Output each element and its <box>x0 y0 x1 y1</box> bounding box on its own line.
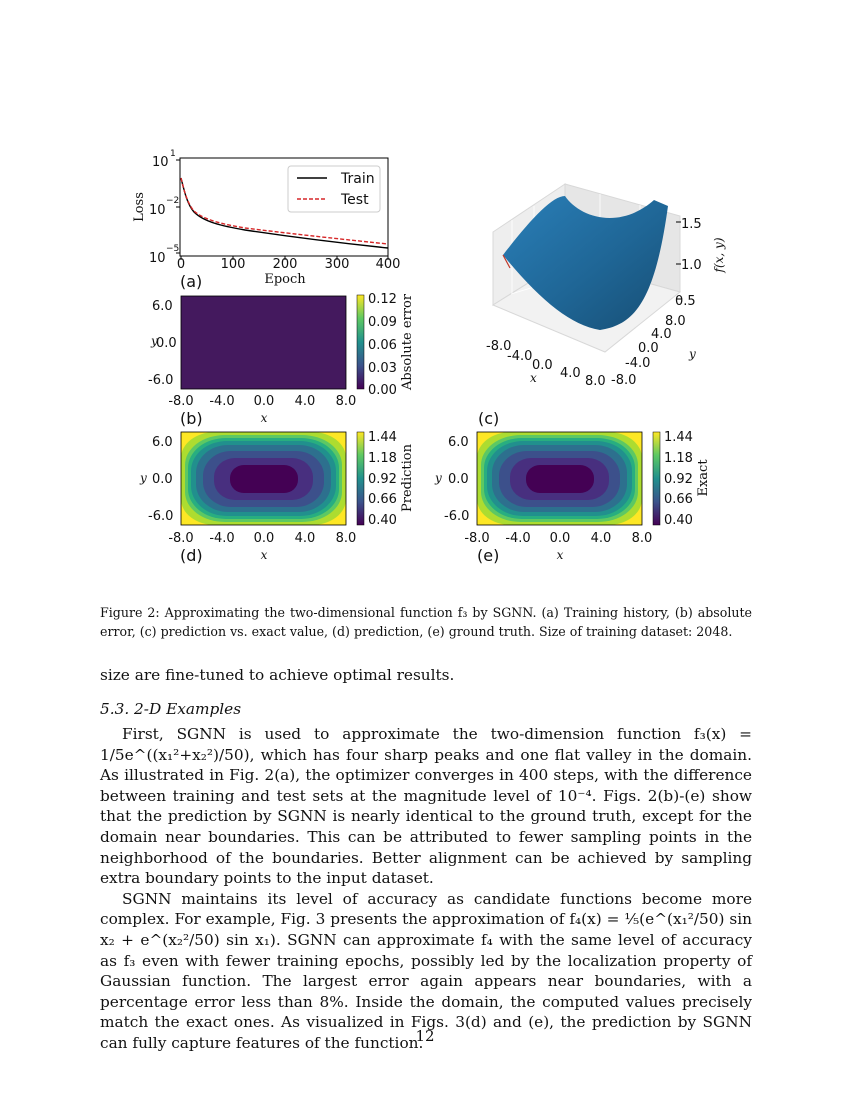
svg-text:0.0: 0.0 <box>253 394 275 409</box>
svg-text:-8.0: -8.0 <box>611 373 637 388</box>
svg-text:10: 10 <box>152 155 169 170</box>
svg-text:0.0: 0.0 <box>638 341 659 356</box>
svg-text:4.0: 4.0 <box>590 531 612 546</box>
prediction-xlabel: x <box>260 548 268 562</box>
exact-colorbar-label: Exact <box>696 459 711 497</box>
loss-legend <box>288 166 380 212</box>
prediction-colorbar <box>357 432 364 525</box>
error-colorbar-label: Absolute error <box>400 294 415 390</box>
svg-text:Test: Test <box>341 192 369 208</box>
exact-yticks <box>444 435 469 524</box>
svg-text:4.0: 4.0 <box>560 366 581 381</box>
prediction-map <box>139 430 415 565</box>
svg-text:10: 10 <box>149 203 166 218</box>
svg-text:8.0: 8.0 <box>335 531 357 546</box>
prediction-colorbar-ticks <box>368 430 397 528</box>
svg-text:0.00: 0.00 <box>368 383 397 398</box>
svg-text:6.0: 6.0 <box>152 299 173 314</box>
svg-text:8.0: 8.0 <box>585 374 606 389</box>
exact-xticks <box>464 531 652 546</box>
svg-text:−2: −2 <box>166 196 180 206</box>
svg-text:0.66: 0.66 <box>664 492 693 507</box>
svg-text:100: 100 <box>220 257 246 272</box>
svg-text:1.18: 1.18 <box>664 451 693 466</box>
svg-text:0.09: 0.09 <box>368 315 397 330</box>
svg-text:10: 10 <box>149 251 166 266</box>
svg-text:4.0: 4.0 <box>651 327 672 342</box>
exact-ylabel: y <box>435 471 442 485</box>
svg-text:-8.0: -8.0 <box>486 339 512 354</box>
svg-text:-8.0: -8.0 <box>168 394 194 409</box>
loss-ytick-3 <box>149 244 180 266</box>
loss-ylabel: Loss <box>132 192 147 222</box>
surface-xlabel: x <box>530 371 537 385</box>
error-xticks <box>168 394 356 409</box>
panel-label-e: (e) <box>477 546 500 565</box>
svg-text:0.92: 0.92 <box>664 472 693 487</box>
svg-text:300: 300 <box>324 257 350 272</box>
svg-text:0.0: 0.0 <box>156 336 177 351</box>
loss-ytick-1 <box>152 149 180 170</box>
surface-ylabel: y <box>689 347 696 361</box>
svg-text:400: 400 <box>375 257 401 272</box>
svg-text:6.0: 6.0 <box>152 435 173 450</box>
svg-text:8.0: 8.0 <box>631 531 653 546</box>
surface-xticks <box>486 339 606 389</box>
svg-text:8.0: 8.0 <box>665 314 686 329</box>
svg-text:0.5: 0.5 <box>675 294 696 309</box>
svg-text:6.0: 6.0 <box>448 435 469 450</box>
svg-text:0.06: 0.06 <box>368 338 397 353</box>
prediction-colorbar-label: Prediction <box>400 444 415 512</box>
prediction-ylabel: y <box>140 471 147 485</box>
body-text <box>100 724 752 1054</box>
figure-caption: Figure 2: Approximating the two-dimensional function f₃ by SGNN. (a) Training history, (b) absolute error, (c) prediction vs. exact value, (d) prediction, (e) ground truth. Size of training dataset: 2048. <box>100 605 752 639</box>
svg-text:-6.0: -6.0 <box>148 509 174 524</box>
svg-text:0: 0 <box>176 257 186 272</box>
error-map-field <box>181 296 346 389</box>
page-number: 12 <box>415 1027 435 1045</box>
svg-text:0.0: 0.0 <box>253 531 275 546</box>
loss-xticks <box>177 256 401 272</box>
svg-text:-8.0: -8.0 <box>168 531 194 546</box>
svg-text:-4.0: -4.0 <box>505 531 531 546</box>
svg-text:0.66: 0.66 <box>368 492 397 507</box>
svg-text:1.44: 1.44 <box>368 430 397 445</box>
error-map <box>148 292 415 428</box>
svg-text:-4.0: -4.0 <box>625 356 651 371</box>
surface-zlabel: f(x, y) <box>712 237 726 273</box>
loss-plot <box>132 149 400 291</box>
svg-text:0.0: 0.0 <box>549 531 571 546</box>
svg-text:4.0: 4.0 <box>294 394 316 409</box>
svg-text:0.03: 0.03 <box>368 361 397 376</box>
svg-text:1.18: 1.18 <box>368 451 397 466</box>
svg-text:-4.0: -4.0 <box>507 349 533 364</box>
error-colorbar <box>357 295 364 389</box>
loss-xlabel: Epoch <box>264 272 306 287</box>
panel-label-d: (d) <box>180 546 203 565</box>
panel-label-c: (c) <box>478 409 500 428</box>
exact-colorbar <box>653 432 660 525</box>
svg-text:Train: Train <box>341 171 375 187</box>
svg-text:0.12: 0.12 <box>368 292 397 307</box>
exact-xlabel: x <box>556 548 564 562</box>
paragraph-2: SGNN maintains its level of accuracy as candidate functions become more complex. For example, Fig. 3 presents the approximation of f₄(x) = ⅕(e^(x₁²/50) sin x₂ + e^(x₂²/50) sin x₁). SGNN can approximate f₄ with the same level of accuracy as f₃ even with fewer training epochs, possibly led by the localization property of Gaussian function. The largest error again appears near boundaries, with a percentage error less than 8%. Inside the domain, the computed values precisely match the exact ones. As visualized in Figs. 3(d) and (e), the prediction by SGNN can fully capture features of the function. <box>100 889 752 1052</box>
panel-label-a: (a) <box>180 272 203 291</box>
error-xlabel: x <box>260 411 268 425</box>
loss-ytick-2 <box>149 196 180 218</box>
svg-text:0.0: 0.0 <box>152 472 173 487</box>
svg-text:8.0: 8.0 <box>335 394 357 409</box>
svg-text:0.0: 0.0 <box>448 472 469 487</box>
prediction-contours <box>181 432 346 525</box>
svg-text:1.5: 1.5 <box>681 217 702 232</box>
error-ylabel: y <box>151 334 158 348</box>
svg-text:-6.0: -6.0 <box>148 373 174 388</box>
panel-label-b: (b) <box>180 409 203 428</box>
svg-text:0.0: 0.0 <box>532 358 553 373</box>
lead-sentence: size are fine-tuned to achieve optimal results. <box>100 666 455 684</box>
svg-text:200: 200 <box>272 257 298 272</box>
body-lead <box>100 665 752 686</box>
exact-map <box>434 430 711 565</box>
prediction-yticks <box>148 435 173 524</box>
error-colorbar-ticks <box>368 292 397 398</box>
svg-text:4.0: 4.0 <box>294 531 316 546</box>
exact-contours <box>477 432 642 525</box>
svg-text:0.40: 0.40 <box>664 513 693 528</box>
svg-text:1: 1 <box>170 149 176 159</box>
svg-text:0.40: 0.40 <box>368 513 397 528</box>
svg-text:-6.0: -6.0 <box>444 509 470 524</box>
prediction-xticks <box>168 531 356 546</box>
surface-plot <box>478 184 726 428</box>
svg-text:-4.0: -4.0 <box>209 394 235 409</box>
svg-text:-8.0: -8.0 <box>464 531 490 546</box>
paragraph-1: First, SGNN is used to approximate the two-dimension function f₃(x) = 1/5e^((x₁²+x₂²)/50), which has four sharp peaks and one flat valley in the domain. As illustrated in Fig. 2(a), the optimizer converges in 400 steps, with the difference between training and test sets at the magnitude level of 10⁻⁴. Figs. 2(b)-(e) show that the prediction by SGNN is nearly identical to the ground truth, except for the domain near boundaries. This can be attributed to fewer sampling points in the neighborhood of the boundaries. Better alignment can be achieved by sampling extra boundary points to the input dataset. <box>100 725 752 888</box>
svg-text:−5: −5 <box>166 244 180 254</box>
svg-text:-4.0: -4.0 <box>209 531 235 546</box>
exact-colorbar-ticks <box>664 430 693 528</box>
section-heading: 5.3. 2-D Examples <box>100 700 242 718</box>
svg-text:1.44: 1.44 <box>664 430 693 445</box>
svg-text:1.0: 1.0 <box>681 258 702 273</box>
svg-text:0.92: 0.92 <box>368 472 397 487</box>
